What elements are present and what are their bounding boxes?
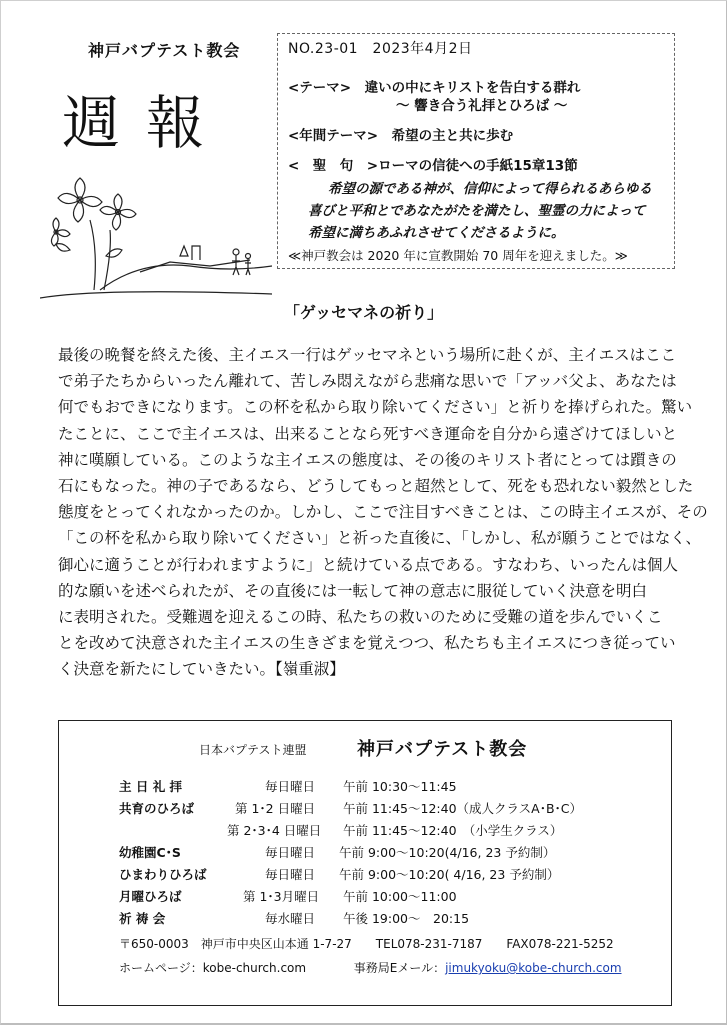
sermon-line: 「この杯を私から取り除いてください」と祈った直後に、「しかし、私が願うことではなく、	[58, 529, 701, 548]
schedule-day: 毎日曜日	[265, 845, 316, 860]
schedule-day: 毎日曜日	[265, 867, 316, 882]
sermon-line: 石にもなった。神の子であるなら、どうしてもっと超然として、死をも恐れない毅然とした	[58, 477, 694, 496]
schedule-day: 第 1･2 日曜日	[235, 801, 316, 816]
schedule-time: 午前 10:30～11:45	[343, 779, 457, 794]
scripture-reference: < 聖 句 >ローマの信徒への手紙15章13節	[288, 158, 578, 174]
schedule-day: 第 2･3･4 日曜日	[227, 823, 322, 838]
schedule-day: 第 1･3月曜日	[243, 889, 320, 904]
schedule-name: 主 日 礼 拝	[119, 779, 183, 794]
flower-icon	[58, 178, 102, 222]
church-address: 〒650-0003 神戸市中央区山本通 1-7-27 TEL078-231-7187 FAX078-221-5252	[119, 937, 614, 951]
scripture-line: 希望の源である神が、信仰によって得られるあらゆる	[328, 181, 652, 197]
sermon-line: たことに、ここで主イエスは、出来ることなら死すべき運命を自分から遠ざけてほしいと	[58, 424, 678, 443]
scripture-line: 喜びと平和とであなたがたを満たし、聖霊の力によって	[308, 203, 646, 219]
sermon-line: 最後の晩餐を終えた後、主イエス一行はゲッセマネという場所に赴くが、主イエスはここ	[58, 346, 677, 364]
schedule-name: 月曜ひろば	[119, 889, 182, 904]
sermon-line: く決意を新たにしていきたい。【嶺重淑】	[58, 660, 345, 679]
schedule-time: 午前 10:00～11:00	[343, 889, 457, 904]
sermon-title: 「ゲッセマネの祈り」	[283, 303, 444, 322]
schedule-time: 午後 19:00～ 20:15	[343, 911, 470, 926]
theme: <テーマ> 違いの中にキリストを告白する群れ	[288, 80, 581, 96]
schedule-name: 祈 祷 会	[119, 911, 166, 926]
schedule-day: 毎日曜日	[265, 779, 316, 794]
anniversary-note: ≪神戸教会は 2020 年に宣教開始 70 周年を迎えました。≫	[288, 248, 628, 263]
schedule-name: ひまわりひろば	[119, 867, 207, 882]
sermon-line: 態度をとってくれなかったのか。しかし、ここで注目すべきことは、この時主イエスが、その	[58, 503, 708, 522]
sermon-line: 神に嘆願している。このような主イエスの態度は、その後のキリスト者にとっては躓きの	[58, 450, 677, 469]
church-name-header: 神戸バプテスト教会	[88, 41, 241, 60]
sermon-line: 御心に適うことが行われますように」と続けている点である。すなわち、いったんは個人	[58, 555, 679, 574]
bulletin-info-box	[277, 33, 675, 269]
annual-theme: <年間テーマ> 希望の主と共に歩む	[288, 128, 514, 144]
federation-name: 日本バプテスト連盟	[199, 743, 307, 757]
email-label: 事務局Eメール：	[353, 961, 446, 975]
schedule-time: 午前 9:00～10:20( 4/16, 23 予約制）	[339, 867, 560, 882]
homepage-label: ホームページ：kobe-church.com	[119, 961, 307, 975]
flower-landscape-illustration	[40, 160, 272, 300]
sermon-line: で弟子たちからいったん離れて、苦しみ悶えながら悲痛な思いで「アッバ父よ、あなたは	[58, 372, 677, 391]
sermon-line: 的な願いを述べられたが、その直後には一転して神の意志に服従していく決意を明白	[58, 581, 648, 600]
bulletin-title: 週報	[62, 89, 231, 157]
flower-icon	[51, 218, 70, 246]
schedule-time: 午前 9:00～10:20(4/16, 23 予約制）	[339, 845, 556, 860]
email-link[interactable]: jimukyoku@kobe-church.com	[445, 961, 622, 975]
scripture-text	[308, 178, 668, 244]
schedule-time: 午前 11:45～12:40（成人クラスA･B･C）	[343, 801, 582, 816]
contact-line	[119, 959, 622, 976]
schedule-day: 毎水曜日	[265, 911, 316, 926]
church-name: 神戸バプテスト教会	[357, 739, 528, 760]
flower-icon	[100, 194, 136, 230]
sermon-line: に表明された。受難週を迎えるこの時、私たちの救いのために受難の道を歩んでいくこ	[58, 608, 663, 627]
theme-subtitle: ～ 響き合う礼拝とひろば ～	[396, 98, 568, 114]
scripture-line: 希望に満ちあふれさせてくださるように。	[308, 225, 565, 241]
sermon-text	[58, 342, 708, 683]
sermon-line: とを改めて決意された主イエスの生きざまを覚えつつ、私たちも主イエスにつき従ってい	[58, 634, 676, 653]
issue-number-date: NO.23-01 2023年4月2日	[288, 41, 473, 57]
schedule-time: 午前 11:45～12:40 （小学生クラス）	[343, 823, 563, 838]
schedule-name: 幼稚園C･S	[119, 845, 181, 860]
schedule-name: 共育のひろば	[119, 801, 195, 816]
sermon-line: 何でもおできになります。この杯を私から取り除いてください」と祈りを捧げられた。驚い	[58, 398, 693, 417]
church-info-box	[58, 720, 672, 1006]
